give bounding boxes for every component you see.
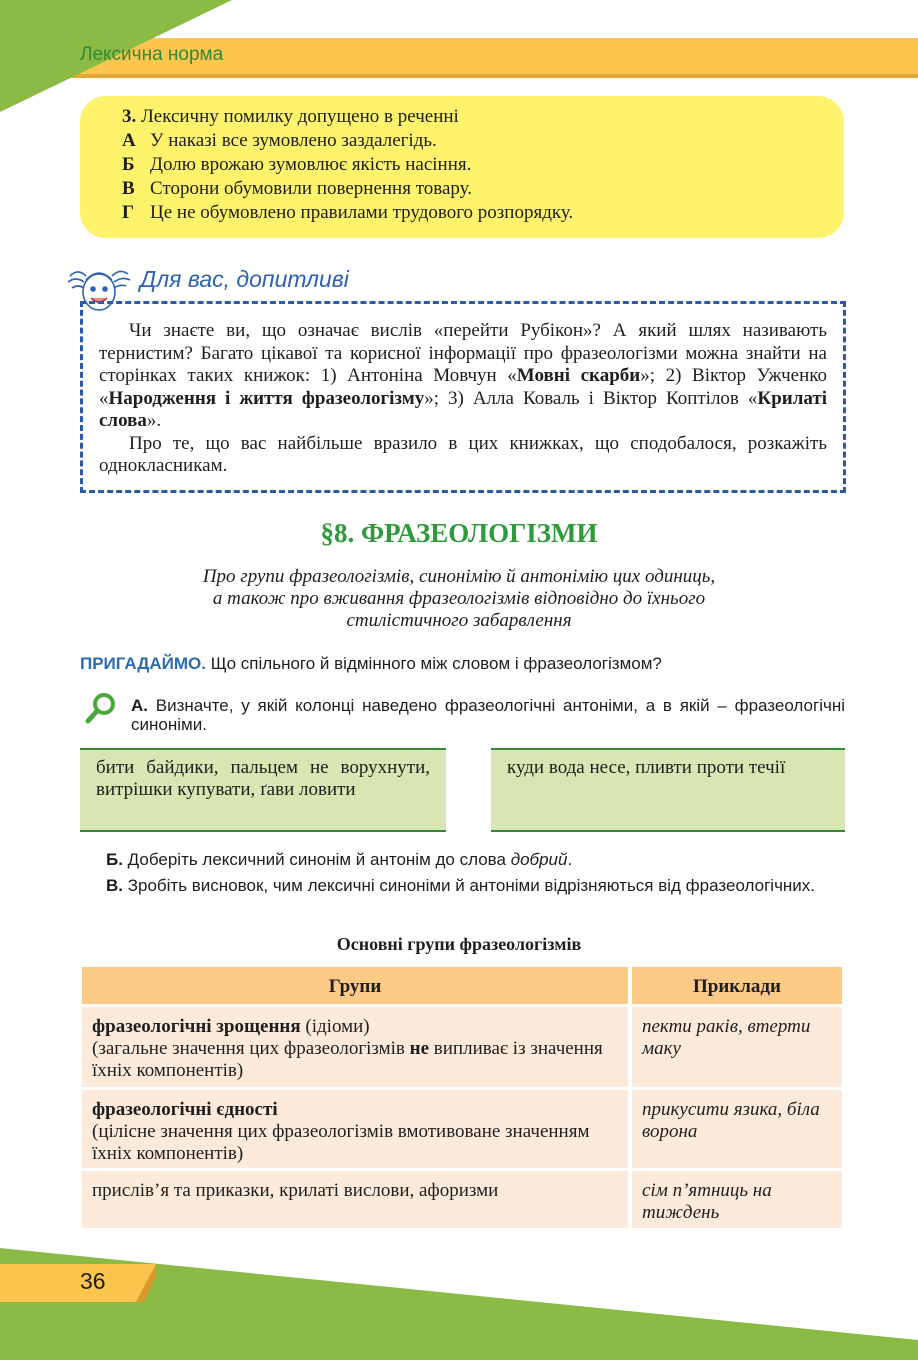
test-option: Б Долю врожаю зумовлює якість насіння. (122, 154, 472, 175)
test-option: Г Це не обумовлено правилами трудового розпорядку. (122, 202, 574, 223)
table-row-group: прислів’я та приказки, крилаті вислови, афоризми (82, 1171, 628, 1228)
curious-paragraph: Про те, що вас найбільше вразило в цих книжках, що сподобалося, розкажіть однокласникам. (99, 432, 827, 476)
test-question-box (80, 96, 844, 238)
magnifier-icon (84, 690, 120, 726)
test-option: А У наказі все зумовлено заздалегідь. (122, 130, 437, 151)
test-option: В Сторони обумовили повернення товару. (122, 178, 473, 199)
antonyms-synonyms-column-right: куди вода несе, пливти проти течії (491, 748, 845, 832)
antonyms-synonyms-column-left: бити байдики, пальцем не ворухнути, витрішки купувати, ґави ловити (80, 748, 446, 832)
table-row-group: фразеологічні єдності (цілісне значення цих фразеологізмів вмотивоване значенням їхніх компонентів) (82, 1090, 628, 1168)
page-number-tab (0, 1264, 156, 1302)
page-number: 36 (80, 1268, 106, 1294)
task-a: А. Визначте, у якій колонці наведено фразеологічні антоніми, а в якій – фразеологічні синоніми. (131, 696, 845, 734)
task-v: В. Зробіть висновок, чим лексичні синоніми й антоніми відрізняються від фразеологічних. (106, 876, 816, 895)
test-question: 3. Лексичну помилку допущено в реченні (122, 106, 459, 127)
section-title: §8. ФРАЗЕОЛОГІЗМИ (320, 518, 598, 548)
table-row-example: прикусити язика, біла ворона (632, 1090, 842, 1168)
curious-box (80, 301, 846, 493)
chapter-title: Лексична норма (80, 44, 224, 65)
table-header-groups: Групи (82, 967, 628, 1004)
task-b: Б. Доберіть лексичний синонім й антонім до слова добрий. (106, 850, 573, 869)
table-header-examples: Приклади (632, 967, 842, 1004)
table-caption: Основні групи фразеологізмів (336, 934, 582, 954)
curious-paragraph: Чи знаєте ви, що означає вислів «перейти Рубікон»? А який шлях називають тернистим? Багато цікавої та корисної інформації про фразеологізми можна знайти на сторінках таких книжок: 1) Антоніна Мовчун «Мовні скарби»; 2) Віктор Ужченко «Народження і життя фразеологізму»; 3) Алла Коваль і Віктор Коптілов «Крилаті слова». (99, 320, 828, 431)
table-row-example: пекти раків, втерти маку (632, 1007, 842, 1087)
curious-heading: Для вас, допитливі (140, 266, 349, 292)
table-row-group: фразеологічні зрощення (ідіоми) (загальне значення цих фразеологізмів не випливає із значення їхніх компонентів) (82, 1007, 628, 1087)
recall-prompt: ПРИГАДАЙМО. Що спільного й відмінного між словом і фразеологізмом? (80, 654, 662, 673)
table-row-example: сім п’ятниць на тиждень (632, 1171, 842, 1228)
section-subtitle: Про групи фразеологізмів, синонімію й антонімію цих одиниць, а також про вживання фразеологізмів відповідно до їхнього стилістичного забарвлення (202, 566, 716, 631)
